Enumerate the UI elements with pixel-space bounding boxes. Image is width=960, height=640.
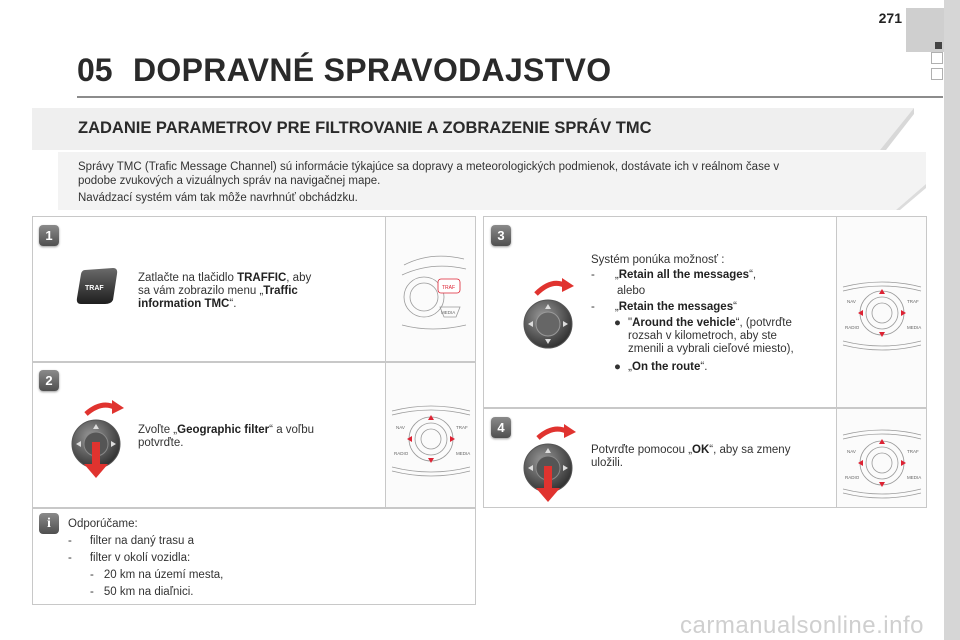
svg-text:RADIO: RADIO [845, 475, 860, 480]
svg-text:NAV: NAV [847, 299, 856, 304]
step-3-illustration [836, 217, 926, 407]
step-4-illustration [836, 409, 926, 507]
step-1-illustration [385, 217, 475, 361]
traf-button-icon [75, 266, 119, 306]
media-label-2: MEDIA [456, 451, 471, 456]
rotary-dial-rotate-icon [514, 274, 584, 350]
svg-text:RADIO: RADIO [845, 325, 860, 330]
traf-label: TRAF [442, 285, 456, 291]
step-1-badge: 1 [39, 225, 59, 246]
tip-subitem-1: - 20 km na území mesta, [90, 569, 224, 581]
info-icon: i [39, 513, 59, 534]
step-3-or: alebo [617, 285, 646, 297]
step-3-badge: 3 [491, 225, 511, 246]
intro-line-3: Navádzací systém vám tak môže navrhnúť obchádzku. [78, 192, 358, 204]
step-2-text: Zvoľte „Geographic filter“ a voľbu potvrďte. [138, 424, 315, 449]
chapter-title: DOPRAVNÉ SPRAVODAJSTVO [133, 52, 612, 88]
svg-text:MEDIA: MEDIA [907, 475, 922, 480]
step-1-text: Zatlačte na tlačidlo TRAFFIC, aby sa vám zobrazilo menu „Traffic information TMC“. [138, 272, 312, 310]
chapter-number: 05 [77, 52, 113, 88]
step-3-text: Systém ponúka možnosť : [591, 254, 725, 266]
rotary-dial-push-icon-2 [514, 418, 582, 504]
step-2-illustration [385, 363, 475, 507]
traf-label-2: TRAF [456, 425, 468, 430]
tip-item-2: - filter v okolí vozidla: [68, 552, 191, 564]
console-dial-icon-3 [837, 217, 927, 407]
console-traf-icon [386, 217, 476, 361]
step-4-badge: 4 [491, 417, 511, 438]
step-3-sub-2: ● „On the route“. [614, 361, 708, 373]
svg-text:TRAF: TRAF [907, 299, 919, 304]
rotary-dial-push-icon [62, 394, 130, 480]
header-rule [77, 96, 943, 98]
step-2-badge: 2 [39, 370, 59, 391]
svg-text:MEDIA: MEDIA [907, 325, 922, 330]
tab-marker [935, 42, 942, 49]
nav-label: NAV [396, 425, 405, 430]
intro-line-2: podobe zvukových a vizuálnych správ na navigačnej mape. [78, 175, 381, 187]
tip-item-1: - filter na daný trasu a [68, 535, 195, 547]
intro-line-1: Správy TMC (Trafic Message Channel) sú informácie týkajúce sa dopravy a meteorologických podmienok, dostávate ich v reálnom čase v [78, 161, 780, 173]
console-dial-icon-4 [837, 409, 927, 507]
step-4-text: Potvrďte pomocou „OK“, aby sa zmeny uložili. [591, 444, 791, 469]
step-3-option-2: - „Retain the messages“ [591, 301, 737, 313]
watermark: carmanualsonline.info [680, 612, 924, 639]
page-number: 271 [878, 10, 902, 26]
tab-box-2 [931, 68, 943, 80]
radio-label: RADIO [394, 451, 409, 456]
traf-button-label: TRAF [85, 285, 104, 292]
svg-text:NAV: NAV [847, 449, 856, 454]
tip-heading: Odporúčame: [68, 518, 138, 530]
tip-subitem-2: - 50 km na diaľnici. [90, 586, 194, 598]
step-3-option-1: - „Retain all the messages“, [591, 269, 757, 281]
console-dial-icon [386, 363, 476, 507]
media-label: MEDIA [441, 310, 456, 315]
section-title: ZADANIE PARAMETROV PRE FILTROVANIE A ZOBRAZENIE SPRÁV TMC [78, 119, 652, 137]
svg-text:TRAF: TRAF [907, 449, 919, 454]
step-3-sub-1: ● "Around the vehicle“, (potvrďte rozsah v kilometroch, aby ste zmenili a vybrali cieľové miesto), [614, 317, 794, 355]
tab-box-1 [931, 52, 943, 64]
side-strip [944, 0, 960, 640]
